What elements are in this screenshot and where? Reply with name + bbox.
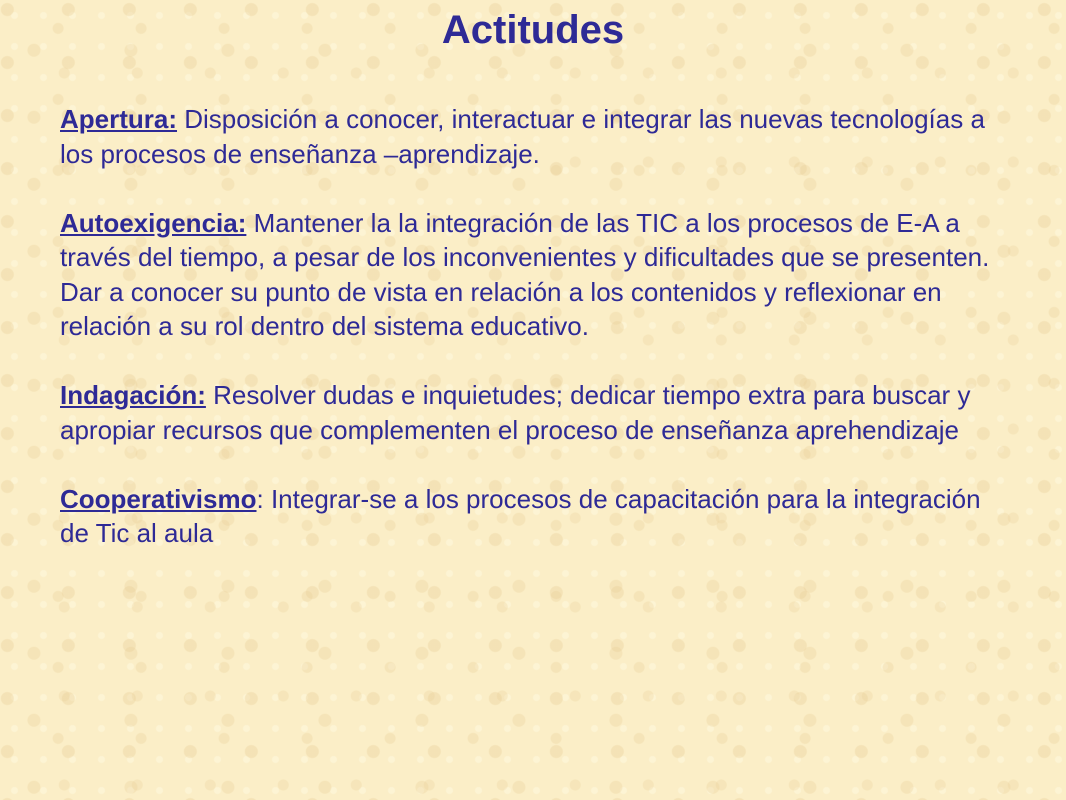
slide-title: Actitudes: [441, 8, 625, 52]
paragraph-apertura: [60, 102, 1010, 171]
definition-indagacion: Resolver dudas e inquietudes; dedicar tiempo extra para buscar y apropiar recursos que complementen el proceso de enseñanza aprehendizaje: [60, 380, 971, 445]
term-autoexigencia: Autoexigencia:: [60, 207, 247, 238]
paragraph-autoexigencia: [60, 206, 1010, 344]
term-indagacion: Indagación:: [60, 380, 206, 410]
slide-content: [60, 102, 1010, 585]
paragraph-indagacion: [60, 378, 1010, 447]
definition-apertura: Disposición a conocer, interactuar e integrar las nuevas tecnologías a los procesos de enseñanza –aprendizaje.: [60, 104, 985, 169]
term-apertura: Apertura:: [60, 104, 178, 134]
definition-autoexigencia: Mantener la la integración de las TIC a los procesos de E-A a través del tiempo, a pesar de los inconvenientes y dificultades que se presenten. Dar a conocer su punto de vista en relación a los contenidos y reflexionar en relación a su rol dentro del sistema educativo.: [60, 207, 990, 341]
paragraph-cooperativismo: [60, 482, 1010, 551]
term-cooperativismo: Cooperativismo: [60, 483, 257, 514]
definition-cooperativismo: : Integrar-se a los procesos de capacitación para la integración de Tic al aula: [60, 483, 981, 548]
